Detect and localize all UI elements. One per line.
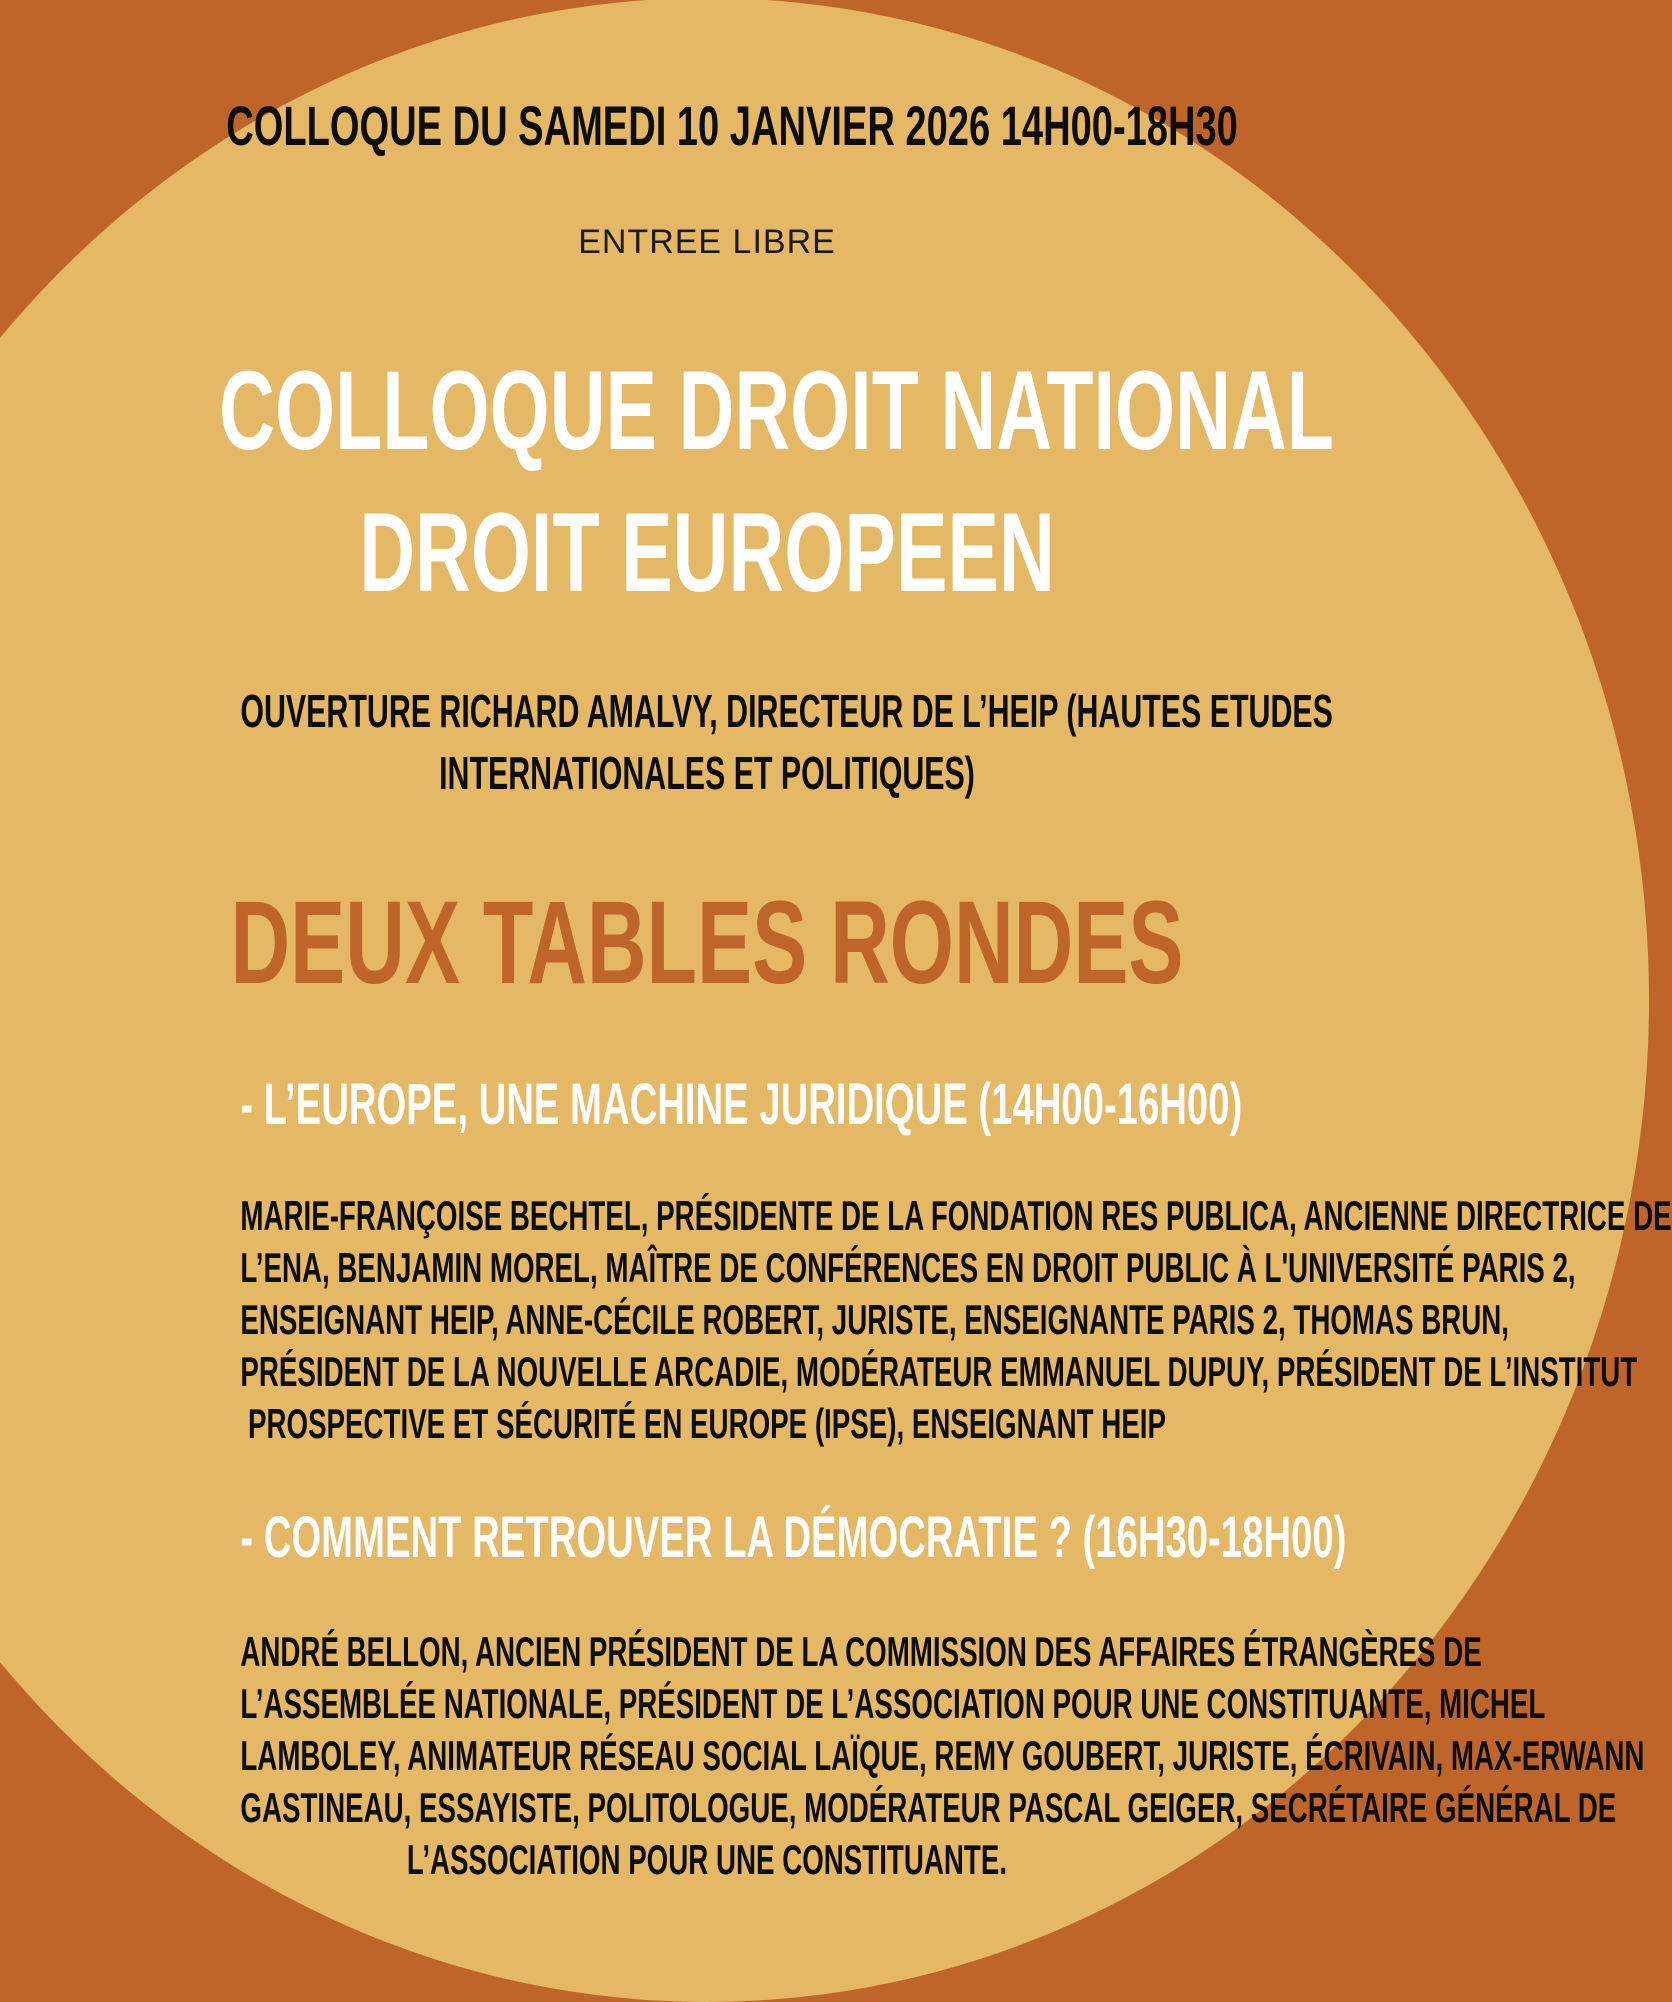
round-table-2-title: - COMMENT RETROUVER LA DÉMOCRATIE ? (16H30-18H00) xyxy=(240,1505,1347,1570)
round-table-1-speakers xyxy=(240,1190,1672,1450)
speaker-line: L’ENA, BENJAMIN MOREL, MAÎTRE DE CONFÉRENCES EN DROIT PUBLIC À L'UNIVERSITÉ PARIS 2, xyxy=(240,1244,1576,1291)
speaker-line: LAMBOLEY, ANIMATEUR RÉSEAU SOCIAL LAÏQUE, REMY GOUBERT, JURISTE, ÉCRIVAIN, MAX-ERWANN xyxy=(240,1732,1645,1779)
main-title xyxy=(219,340,1334,624)
speaker-line: ENSEIGNANT HEIP, ANNE-CÉCILE ROBERT, JURISTE, ENSEIGNANTE PARIS 2, THOMAS BRUN, xyxy=(240,1296,1509,1343)
main-title-line-1: COLLOQUE DROIT NATIONAL xyxy=(219,348,1334,473)
entry-info: ENTREE LIBRE xyxy=(578,223,836,261)
opening-speaker xyxy=(240,680,1333,804)
round-table-1-title: - L’EUROPE, UNE MACHINE JURIDIQUE (14H00-16H00) xyxy=(240,1072,1243,1137)
round-table-2-speakers xyxy=(240,1626,1645,1886)
speaker-line: PRÉSIDENT DE LA NOUVELLE ARCADIE, MODÉRATEUR EMMANUEL DUPUY, PRÉSIDENT DE L’INSTITUT xyxy=(240,1348,1638,1395)
round-tables-heading: DEUX TABLES RONDES xyxy=(230,877,1184,1009)
speaker-line: ANDRÉ BELLON, ANCIEN PRÉSIDENT DE LA COMMISSION DES AFFAIRES ÉTRANGÈRES DE xyxy=(240,1628,1482,1675)
opening-line-2: INTERNATIONALES ET POLITIQUES) xyxy=(439,747,975,799)
speaker-line: L’ASSEMBLÉE NATIONALE, PRÉSIDENT DE L’ASSOCIATION POUR UNE CONSTITUANTE, MICHEL xyxy=(240,1680,1546,1727)
speaker-line: GASTINEAU, ESSAYISTE, POLITOLOGUE, MODÉRATEUR PASCAL GEIGER, SECRÉTAIRE GÉNÉRAL DE xyxy=(240,1784,1617,1831)
speaker-line: MARIE-FRANÇOISE BECHTEL, PRÉSIDENTE DE LA FONDATION RES PUBLICA, ANCIENNE DIRECTRICE DE xyxy=(240,1192,1672,1239)
speaker-line: PROSPECTIVE ET SÉCURITÉ EN EUROPE (IPSE), ENSEIGNANT HEIP xyxy=(248,1400,1166,1447)
event-date: COLLOQUE DU SAMEDI 10 JANVIER 2026 14H00-18H30 xyxy=(226,94,1238,157)
opening-line-1: OUVERTURE RICHARD AMALVY, DIRECTEUR DE L’HEIP (HAUTES ETUDES xyxy=(240,685,1333,737)
main-title-line-2: DROIT EUROPEEN xyxy=(359,490,1055,615)
speaker-line: L’ASSOCIATION POUR UNE CONSTITUANTE. xyxy=(406,1836,1008,1883)
